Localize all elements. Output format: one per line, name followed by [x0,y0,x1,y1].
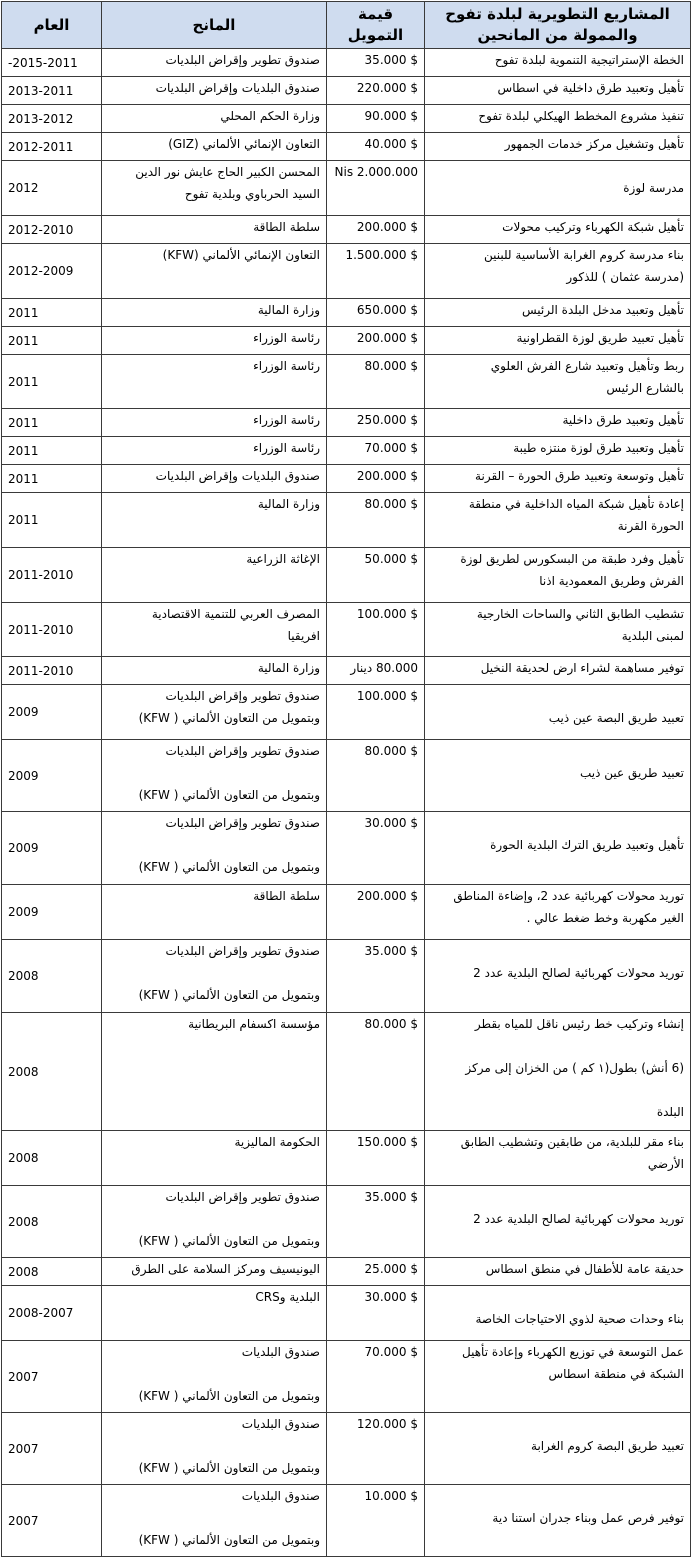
year-cell: 2013-2011 [2,77,102,105]
table-row [2,355,691,409]
year-cell: 2007 [2,1341,102,1413]
project-cell: تعبيد طريق البصة كروم الغرابة [425,1413,691,1485]
project-cell: عمل التوسعة في توزيع الكهرباء وإعادة تأهيل الشبكة في منطقة اسطاس [425,1341,691,1413]
amount-cell: Nis 2.000.000 [327,161,425,216]
table-row [2,1186,691,1258]
table-row [2,603,691,657]
year-cell: 2011-2010 [2,603,102,657]
donor-cell: الحكومة الماليزية [102,1131,327,1186]
amount-cell: $ 650.000 [327,299,425,327]
amount-cell: $ 80.000 [327,355,425,409]
donor-cell: البلدية وCRS [102,1286,327,1341]
year-cell: 2011-2010 [2,548,102,603]
table-row [2,299,691,327]
year-cell: 2008 [2,940,102,1013]
header-donor: المانح [102,2,327,49]
table-row [2,812,691,885]
amount-cell: $ 100.000 [327,603,425,657]
amount-cell: $ 200.000 [327,327,425,355]
project-cell: تأهيل تعبيد طريق لوزة القطراونية [425,327,691,355]
table-row [2,216,691,244]
donor-cell: صندوق تطوير وإقراض البلديات وبتمويل من التعاون الألماني ( KFW) [102,685,327,740]
table-header-row [2,2,691,49]
donor-cell: وزارة المالية [102,493,327,548]
project-cell: توريد محولات كهربائية لصالح البلدية عدد 2 [425,1186,691,1258]
table-row [2,1131,691,1186]
table-row [2,1485,691,1557]
amount-cell: $ 100.000 [327,685,425,740]
year-cell: 2011 [2,327,102,355]
donor-cell: صندوق تطوير وإقراض البلديات وبتمويل من التعاون الألماني ( KFW) [102,940,327,1013]
donor-cell: رئاسة الوزراء [102,437,327,465]
year-cell: 2011 [2,409,102,437]
donor-cell: اليونيسيف ومركز السلامة على الطرق [102,1258,327,1286]
table-row [2,105,691,133]
amount-cell: $ 30.000 [327,812,425,885]
project-cell: تعبيد طريق البصة عين ذيب [425,685,691,740]
donor-cell: صندوق تطوير وإقراض البلديات [102,49,327,77]
projects-table [1,1,691,1557]
project-cell: تأهيل وفرد طبقة من البسكورس لطريق لوزة الفرش وطريق المعمودية اذنا [425,548,691,603]
donor-cell: صندوق تطوير وإقراض البلديات وبتمويل من التعاون الألماني ( KFW) [102,1186,327,1258]
donor-cell: مؤسسة اكسفام البريطانية [102,1013,327,1131]
amount-cell: $ 150.000 [327,1131,425,1186]
table-row [2,1258,691,1286]
table-row [2,437,691,465]
year-cell: -2015-2011 [2,49,102,77]
donor-cell: صندوق تطوير وإقراض البلديات وبتمويل من التعاون الألماني ( KFW) [102,740,327,812]
header-year: العام [2,2,102,49]
year-cell: 2009 [2,685,102,740]
year-cell: 2012-2009 [2,244,102,299]
amount-cell: $ 35.000 [327,49,425,77]
amount-cell: $ 50.000 [327,548,425,603]
year-cell: 2008 [2,1186,102,1258]
year-cell: 2008 [2,1013,102,1131]
project-cell: بناء وحدات صحية لذوي الاحتياجات الخاصة [425,1286,691,1341]
amount-cell: $ 35.000 [327,940,425,1013]
table-row [2,161,691,216]
year-cell: 2011 [2,493,102,548]
header-amount: قيمة التمويل [327,2,425,49]
table-row [2,1341,691,1413]
donor-cell: صندوق البلديات وإقراض البلديات [102,465,327,493]
project-cell: حديقة عامة للأطفال في منطق اسطاس [425,1258,691,1286]
project-cell: بناء مدرسة كروم الغرابة الأساسية للبنين (مدرسة عثمان ) للذكور [425,244,691,299]
project-cell: تأهيل وتعبيد طرق داخلية [425,409,691,437]
year-cell: 2008-2007 [2,1286,102,1341]
table-row [2,1013,691,1131]
table-row [2,940,691,1013]
amount-cell: $ 200.000 [327,885,425,940]
donor-cell: سلطة الطاقة [102,216,327,244]
project-cell: توريد محولات كهربائية عدد 2، وإضاءة المناطق الغير مكهربة وخط ضغط عالي . [425,885,691,940]
table-row [2,685,691,740]
project-cell: ربط وتأهيل وتعبيد شارع الفرش العلوي بالشارع الرئيس [425,355,691,409]
project-cell: تأهيل وتعبيد طريق الترك البلدية الحورة [425,812,691,885]
amount-cell: $ 120.000 [327,1413,425,1485]
amount-cell: $ 25.000 [327,1258,425,1286]
project-cell: الخطة الإستراتيجية التنموية لبلدة تفوح [425,49,691,77]
project-cell: مدرسة لوزة [425,161,691,216]
amount-cell: $ 35.000 [327,1186,425,1258]
project-cell: تأهيل وتعبيد طرق لوزة منتزه طيبة [425,437,691,465]
year-cell: 2008 [2,1131,102,1186]
year-cell: 2011 [2,437,102,465]
amount-cell: $ 10.000 [327,1485,425,1557]
donor-cell: رئاسة الوزراء [102,409,327,437]
table-row [2,493,691,548]
year-cell: 2012 [2,161,102,216]
donor-cell: المصرف العربي للتنمية الاقتصادية افريقيا [102,603,327,657]
donor-cell: التعاون الإنمائي الألماني (GIZ) [102,133,327,161]
donor-cell: صندوق البلديات وبتمويل من التعاون الألماني ( KFW) [102,1485,327,1557]
donor-cell: سلطة الطاقة [102,885,327,940]
year-cell: 2013-2012 [2,105,102,133]
amount-cell: $ 1.500.000 [327,244,425,299]
table-row [2,657,691,685]
project-cell: إعادة تأهيل شبكة المياه الداخلية في منطقة الحورة القرنة [425,493,691,548]
amount-cell: $ 40.000 [327,133,425,161]
project-cell: إنشاء وتركيب خط رئيس ناقل للمياه بقطر (6 أنش) بطول(١ كم ) من الخزان إلى مركز البلدة [425,1013,691,1131]
year-cell: 2009 [2,740,102,812]
year-cell: 2012-2011 [2,133,102,161]
project-cell: توريد محولات كهربائية لصالح البلدية عدد 2 [425,940,691,1013]
table-row [2,244,691,299]
project-cell: تأهيل وتشغيل مركز خدمات الجمهور [425,133,691,161]
header-project: المشاريع التطويرية لبلدة تفوح والممولة من المانحين [425,2,691,49]
year-cell: 2007 [2,1485,102,1557]
project-cell: تشطيب الطابق الثاني والساحات الخارجية لمبنى البلدية [425,603,691,657]
year-cell: 2009 [2,885,102,940]
donor-cell: رئاسة الوزراء [102,327,327,355]
project-cell: تأهيل وتعبيد مدخل البلدة الرئيس [425,299,691,327]
table-row [2,1413,691,1485]
donor-cell: رئاسة الوزراء [102,355,327,409]
table-row [2,548,691,603]
year-cell: 2011-2010 [2,657,102,685]
amount-cell: $ 70.000 [327,437,425,465]
project-cell: بناء مقر للبلدية، من طابقين وتشطيب الطابق الأرضي [425,1131,691,1186]
donor-cell: وزارة المالية [102,657,327,685]
donor-cell: صندوق البلديات وبتمويل من التعاون الألماني ( KFW) [102,1413,327,1485]
amount-cell: $ 90.000 [327,105,425,133]
donor-cell: صندوق البلديات وإقراض البلديات [102,77,327,105]
table-row [2,77,691,105]
table-row [2,327,691,355]
amount-cell: $ 80.000 [327,1013,425,1131]
table-row [2,885,691,940]
year-cell: 2012-2010 [2,216,102,244]
table-row [2,465,691,493]
donor-cell: صندوق تطوير وإقراض البلديات وبتمويل من التعاون الألماني ( KFW) [102,812,327,885]
year-cell: 2011 [2,299,102,327]
table-row [2,133,691,161]
donor-cell: وزارة الحكم المحلي [102,105,327,133]
amount-cell: $ 200.000 [327,216,425,244]
project-cell: تأهيل وتعبيد طرق داخلية في اسطاس [425,77,691,105]
amount-cell: $ 80.000 [327,740,425,812]
amount-cell: $ 200.000 [327,465,425,493]
table-row [2,1286,691,1341]
project-cell: تنفيذ مشروع المخطط الهيكلي لبلدة تفوح [425,105,691,133]
project-cell: تعبيد طريق عين ذيب [425,740,691,812]
donor-cell: الإغاثة الزراعية [102,548,327,603]
year-cell: 2007 [2,1413,102,1485]
amount-cell: 80.000 دينار [327,657,425,685]
year-cell: 2008 [2,1258,102,1286]
table-row [2,49,691,77]
amount-cell: $ 80.000 [327,493,425,548]
donor-cell: التعاون الإنمائي الألماني (KFW) [102,244,327,299]
amount-cell: $ 220.000 [327,77,425,105]
amount-cell: $ 30.000 [327,1286,425,1341]
project-cell: تأهيل وتوسعة وتعبيد طرق الحورة – القرنة [425,465,691,493]
year-cell: 2009 [2,812,102,885]
year-cell: 2011 [2,355,102,409]
project-cell: توفير مساهمة لشراء ارض لحديقة النخيل [425,657,691,685]
project-cell: تأهيل شبكة الكهرباء وتركيب محولات [425,216,691,244]
table-row [2,409,691,437]
amount-cell: $ 70.000 [327,1341,425,1413]
donor-cell: المحسن الكبير الحاج عايش نور الدين السيد الحرباوي وبلدية تفوح [102,161,327,216]
amount-cell: $ 250.000 [327,409,425,437]
donor-cell: وزارة المالية [102,299,327,327]
donor-cell: صندوق البلديات وبتمويل من التعاون الألماني ( KFW) [102,1341,327,1413]
year-cell: 2011 [2,465,102,493]
table-row [2,740,691,812]
project-cell: توفير فرص عمل وبناء جدران استنا دية [425,1485,691,1557]
